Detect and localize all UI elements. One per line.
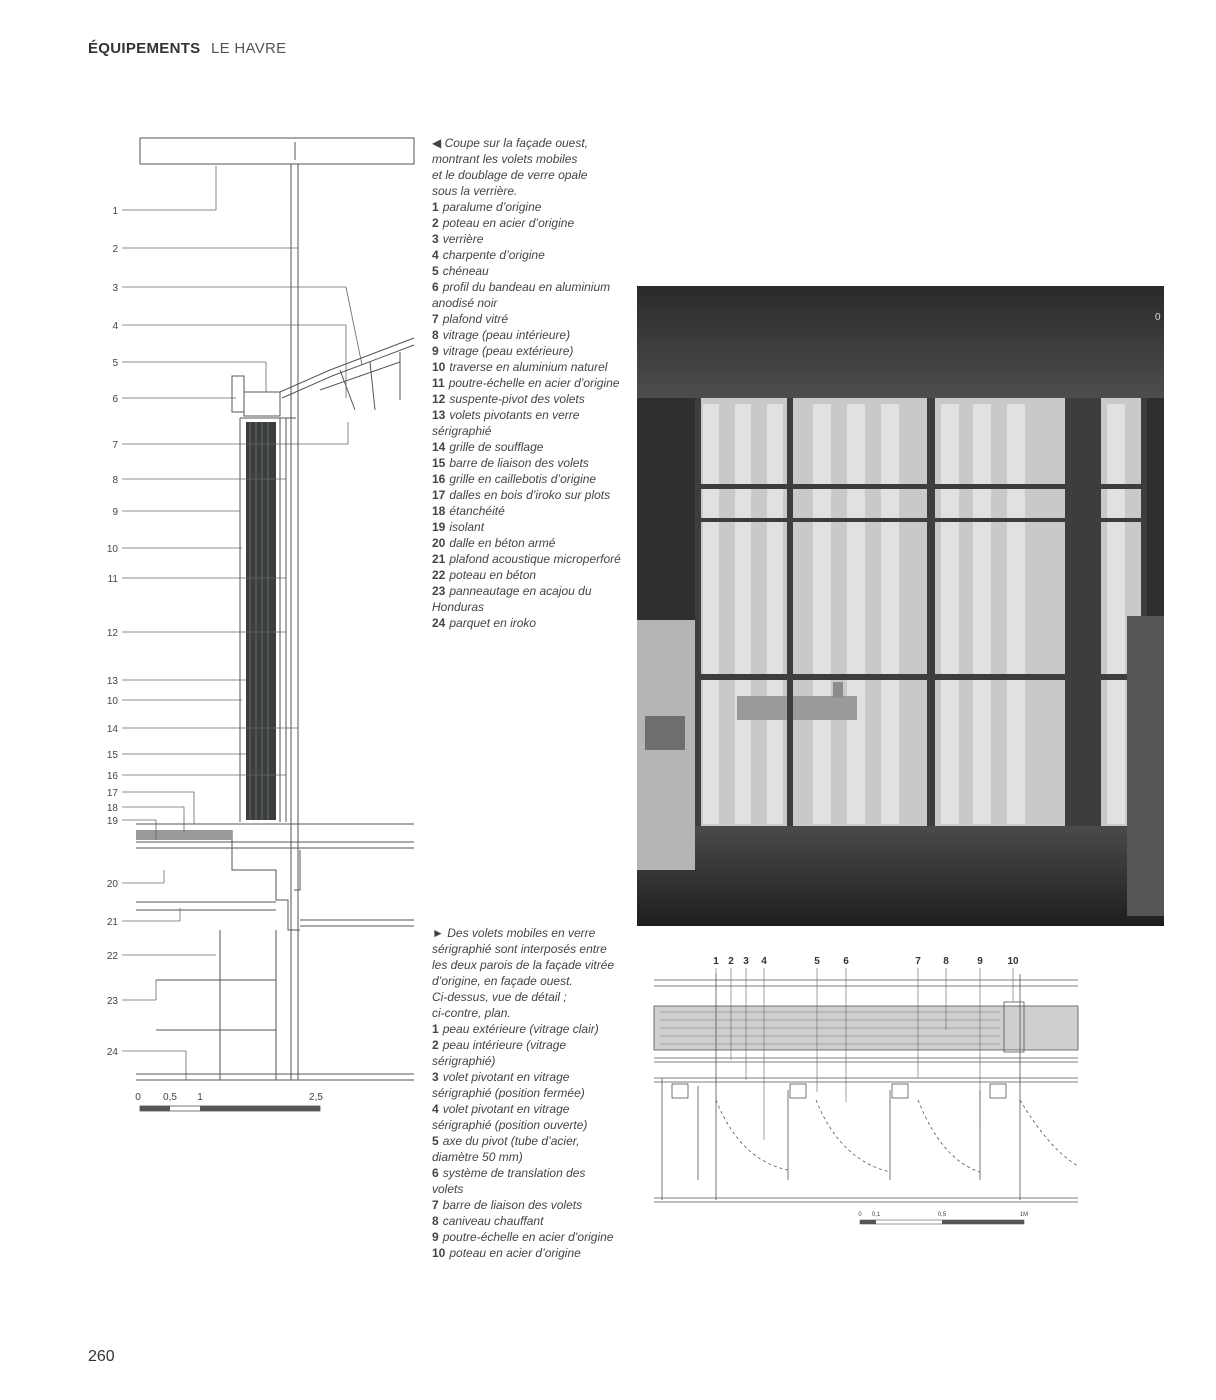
legend-item <box>432 1085 632 1101</box>
plan-label: 2 <box>728 956 734 967</box>
legend-text: chéneau <box>442 264 489 278</box>
legend-text: plafond vitré <box>442 312 509 326</box>
legend-item <box>432 487 632 503</box>
plan-label: 10 <box>1007 956 1019 967</box>
legend-number: 6 <box>432 1166 439 1180</box>
legend-text: barre de liaison des volets <box>449 456 589 470</box>
legend-item <box>432 391 632 407</box>
legend-item <box>432 567 632 583</box>
legend-text: volet pivotant en vitrage <box>442 1102 570 1116</box>
section-label: 7 <box>112 440 118 451</box>
legend-item <box>432 359 632 375</box>
section-label: 3 <box>112 283 118 294</box>
legend-text: étanchéité <box>449 504 505 518</box>
section-label: 9 <box>112 507 118 518</box>
legend-item <box>432 215 632 231</box>
legend-text: barre de liaison des volets <box>442 1198 583 1212</box>
legend-text: sérigraphié (position ouverte) <box>432 1118 588 1132</box>
plan-label: 4 <box>761 956 767 967</box>
scale-label: 0,5 <box>163 1092 177 1103</box>
caption-intro-line: sérigraphié sont interposés entre <box>432 942 607 956</box>
legend-item <box>432 1117 632 1133</box>
legend-text: grille de soufflage <box>449 440 544 454</box>
caption-plan <box>432 925 632 1261</box>
legend-number: 12 <box>432 392 446 406</box>
legend-number: 9 <box>432 1230 439 1244</box>
legend-number: 21 <box>432 552 446 566</box>
legend-item <box>432 439 632 455</box>
section-drawing <box>100 130 420 1120</box>
legend-item <box>432 279 632 295</box>
legend-number: 1 <box>432 1022 439 1036</box>
legend-number: 15 <box>432 456 446 470</box>
legend-item <box>432 1229 632 1245</box>
legend-number: 2 <box>432 1038 439 1052</box>
legend-list <box>432 199 632 631</box>
section-label: 12 <box>106 628 118 639</box>
section-label: 20 <box>106 879 118 890</box>
legend-item <box>432 519 632 535</box>
legend-text: isolant <box>449 520 485 534</box>
legend-item <box>432 599 632 615</box>
legend-item <box>432 343 632 359</box>
legend-item <box>432 375 632 391</box>
section-label: 23 <box>106 996 118 1007</box>
legend-item <box>432 247 632 263</box>
scale-label: 1 <box>197 1092 203 1103</box>
legend-text: parquet en iroko <box>449 616 537 630</box>
legend-text: sérigraphié <box>432 424 492 438</box>
section-title: ÉQUIPEMENTS <box>88 40 201 57</box>
legend-text: axe du pivot (tube d’acier, <box>442 1134 580 1148</box>
section-label: 24 <box>106 1047 118 1058</box>
legend-text: dalles en bois d’iroko sur plots <box>449 488 611 502</box>
legend-text: poteau en acier d’origine <box>449 1246 581 1260</box>
legend-item <box>432 1181 632 1197</box>
legend-text: profil du bandeau en aluminium <box>442 280 611 294</box>
plan-scale-bar <box>858 1212 1028 1224</box>
legend-text: sérigraphié (position fermée) <box>432 1086 585 1100</box>
legend-text: peau extérieure (vitrage clair) <box>442 1022 599 1036</box>
legend-number: 17 <box>432 488 446 502</box>
legend-number: 7 <box>432 312 439 326</box>
legend-item <box>432 263 632 279</box>
section-label: 2 <box>112 244 118 255</box>
section-label: 1 <box>112 206 118 217</box>
legend-number: 22 <box>432 568 446 582</box>
legend-text: Honduras <box>432 600 485 614</box>
section-label: 16 <box>106 771 118 782</box>
legend-text: peau intérieure (vitrage <box>442 1038 567 1052</box>
legend-text: vitrage (peau intérieure) <box>442 328 571 342</box>
legend-item <box>432 1213 632 1229</box>
legend-text: panneautage en acajou du <box>449 584 592 598</box>
legend-item <box>432 1037 632 1053</box>
legend-number: 5 <box>432 264 439 278</box>
plan-label: 1 <box>713 956 719 967</box>
legend-number: 20 <box>432 536 446 550</box>
legend-item <box>432 615 632 631</box>
legend-item <box>432 455 632 471</box>
legend-item <box>432 1021 632 1037</box>
legend-item <box>432 1245 632 1261</box>
legend-item <box>432 1101 632 1117</box>
legend-number: 18 <box>432 504 446 518</box>
legend-number: 9 <box>432 344 439 358</box>
legend-number: 2 <box>432 216 439 230</box>
plan-label: 7 <box>915 956 921 967</box>
legend-text: plafond acoustique microperforé <box>449 552 621 566</box>
legend-number: 10 <box>432 360 446 374</box>
legend-number: 16 <box>432 472 446 486</box>
legend-text: diamètre 50 mm) <box>432 1150 523 1164</box>
legend-number: 13 <box>432 408 446 422</box>
plan-label: 9 <box>977 956 983 967</box>
legend-item <box>432 1069 632 1085</box>
legend-number: 6 <box>432 280 439 294</box>
legend-item <box>432 407 632 423</box>
caption-intro-line: sous la verrière. <box>432 184 518 198</box>
legend-item <box>432 503 632 519</box>
section-label: 11 <box>107 574 118 585</box>
scale-label: 0 <box>858 1212 862 1218</box>
legend-number: 23 <box>432 584 446 598</box>
caption-intro-line: les deux parois de la façade vitrée <box>432 958 615 972</box>
legend-number: 5 <box>432 1134 439 1148</box>
legend-text: traverse en aluminium naturel <box>449 360 608 374</box>
scale-label: 0,5 <box>937 1212 947 1218</box>
section-label: 14 <box>106 724 118 735</box>
section-label: 17 <box>106 788 118 799</box>
legend-text: caniveau chauffant <box>442 1214 544 1228</box>
legend-number: 10 <box>432 1246 446 1260</box>
legend-item <box>432 199 632 215</box>
legend-text: paralume d’origine <box>442 200 542 214</box>
legend-item <box>432 551 632 567</box>
legend-text: anodisé noir <box>432 296 498 310</box>
legend-number: 4 <box>432 248 439 262</box>
legend-item <box>432 1149 632 1165</box>
legend-item <box>432 231 632 247</box>
photo-corner-mark: 0 <box>1155 312 1161 323</box>
section-label: 19 <box>106 816 118 827</box>
caption-intro-line: ci-contre, plan. <box>432 1006 511 1020</box>
legend-item <box>432 327 632 343</box>
legend-text: vitrage (peau extérieure) <box>442 344 574 358</box>
legend-item <box>432 311 632 327</box>
plan-drawing <box>650 950 1082 1230</box>
section-label: 21 <box>106 917 118 928</box>
legend-text: dalle en béton armé <box>449 536 556 550</box>
legend-number: 11 <box>432 376 445 390</box>
section-label: 18 <box>106 803 118 814</box>
page-header <box>88 40 286 57</box>
legend-list <box>432 1021 632 1261</box>
plan-label: 3 <box>743 956 749 967</box>
legend-text: suspente-pivot des volets <box>449 392 585 406</box>
scale-bar <box>135 1092 323 1111</box>
section-subtitle: LE HAVRE <box>210 40 287 57</box>
legend-text: poutre-échelle en acier d’origine <box>448 376 620 390</box>
legend-number: 24 <box>432 616 446 630</box>
section-label: 4 <box>112 321 118 332</box>
arrow-right-icon: ► <box>432 926 444 940</box>
legend-text: système de translation des <box>442 1166 586 1180</box>
caption-intro-line: et le doublage de verre opale <box>432 168 588 182</box>
legend-item <box>432 1133 632 1149</box>
legend-number: 19 <box>432 520 446 534</box>
legend-number: 3 <box>432 1070 439 1084</box>
section-label: 10 <box>106 544 118 555</box>
legend-number: 8 <box>432 328 439 342</box>
plan-label: 6 <box>843 956 849 967</box>
caption-intro-line: d’origine, en façade ouest. <box>432 974 573 988</box>
plan-label: 8 <box>943 956 949 967</box>
legend-number: 7 <box>432 1198 439 1212</box>
legend-item <box>432 1165 632 1181</box>
caption-intro-line: Ci-dessus, vue de détail ; <box>432 990 567 1004</box>
section-label: 5 <box>112 358 118 369</box>
plan-label: 5 <box>814 956 820 967</box>
section-label: 10 <box>106 696 118 707</box>
section-label: 15 <box>106 750 118 761</box>
legend-number: 4 <box>432 1102 439 1116</box>
scale-label: 1M <box>1019 1212 1029 1218</box>
legend-text: poutre-échelle en acier d’origine <box>442 1230 614 1244</box>
legend-text: verrière <box>442 232 484 246</box>
section-label: 8 <box>112 475 118 486</box>
legend-text: poteau en acier d’origine <box>442 216 575 230</box>
caption-section <box>432 135 632 631</box>
arrow-left-icon: ◀ <box>432 136 442 150</box>
legend-text: volet pivotant en vitrage <box>442 1070 570 1084</box>
caption-intro: ◀ Coupe sur la façade ouest, <box>432 136 589 150</box>
legend-item <box>432 583 632 599</box>
legend-item <box>432 1197 632 1213</box>
legend-number: 3 <box>432 232 439 246</box>
legend-item <box>432 471 632 487</box>
page-number: 260 <box>88 1348 115 1365</box>
legend-text: sérigraphié) <box>432 1054 496 1068</box>
caption-intro-line: montrant les volets mobiles <box>432 152 578 166</box>
caption-intro: ► Des volets mobiles en verre <box>432 926 596 940</box>
section-label: 22 <box>106 951 118 962</box>
legend-item <box>432 423 632 439</box>
legend-text: volets pivotants en verre <box>449 408 580 422</box>
legend-number: 8 <box>432 1214 439 1228</box>
scale-label: 0,1 <box>871 1212 881 1218</box>
legend-item <box>432 535 632 551</box>
legend-text: charpente d’origine <box>442 248 545 262</box>
legend-item <box>432 1053 632 1069</box>
legend-number: 1 <box>432 200 439 214</box>
section-label: 6 <box>112 394 118 405</box>
legend-text: volets <box>432 1182 464 1196</box>
scale-label: 0 <box>135 1092 141 1103</box>
scale-label: 2,5 <box>309 1092 323 1103</box>
legend-text: poteau en béton <box>449 568 537 582</box>
legend-text: grille en caillebotis d’origine <box>449 472 597 486</box>
legend-item <box>432 295 632 311</box>
section-label: 13 <box>106 676 118 687</box>
legend-number: 14 <box>432 440 446 454</box>
interior-photo <box>637 286 1164 926</box>
